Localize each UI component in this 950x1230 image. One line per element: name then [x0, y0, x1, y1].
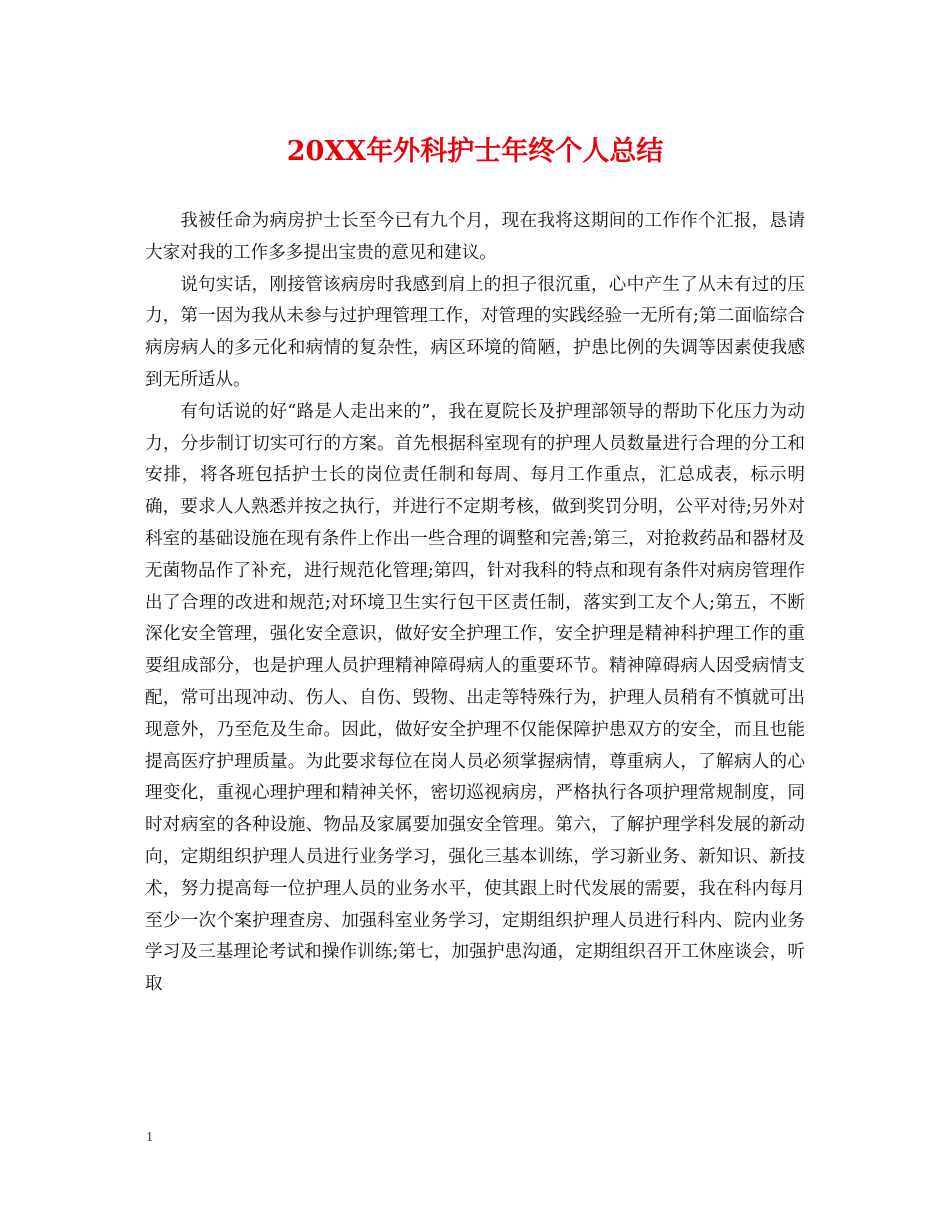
document-body: [145, 206, 805, 1001]
document-title: 20XX年外科护士年终个人总结: [286, 136, 664, 167]
paragraph-3: 有句话说的好“路是人走出来的”，我在夏院长及护理部领导的帮助下化压力为动力，分步制订切实可行的方案。首先根据科室现有的护理人员数量进行合理的分工和安排，将各班包括护士长的岗位责任制和每周、每月工作重点，汇总成表，标示明确，要求人人熟悉并按之执行，并进行不定期考核，做到奖罚分明，公平对待;另外对科室的基础设施在现有条件上作出一些合理的调整和完善;第三，对抢救药品和器材及无菌物品作了补充，进行规范化管理;第四，针对我科的特点和现有条件对病房管理作出了合理的改进和规范;对环境卫生实行包干区责任制，落实到工友个人;第五，不断深化安全管理，强化安全意识，做好安全护理工作，安全护理是精神科护理工作的重要组成部分，也是护理人员护理精神障碍病人的重要环节。精神障碍病人因受病情支配，常可出现冲动、伤人、自伤、毁物、出走等特殊行为，护理人员稍有不慎就可出现意外，乃至危及生命。因此，做好安全护理不仅能保障护患双方的安全，而且也能提高医疗护理质量。为此要求每位在岗人员必须掌握病情，尊重病人，了解病人的心理变化，重视心理护理和精神关怀，密切巡视病房，严格执行各项护理常规制度，同时对病室的各种设施、物品及家属要加强安全管理。第六，了解护理学科发展的新动向，定期组织护理人员进行业务学习，强化三基本训练，学习新业务、新知识、新技术，努力提高每一位护理人员的业务水平，使其跟上时代发展的需要，我在科内每月至少一次个案护理查房、加强科室业务学习，定期组织护理人员进行科内、院内业务学习及三基理论考试和操作训练;第七，加强护患沟通，定期组织召开工休座谈会，听取: [145, 401, 805, 995]
paragraph-2: 说句实话，刚接管该病房时我感到肩上的担子很沉重，心中产生了从未有过的压力，第一因为我从未参与过护理管理工作，对管理的实践经验一无所有;第二面临综合病房病人的多元化和病情的复杂性，病区环境的简陋，护患比例的失调等因素使我感到无所适从。: [145, 274, 805, 390]
page-number: 1: [146, 1130, 153, 1145]
paragraph-1: 我被任命为病房护士长至今已有九个月，现在我将这期间的工作作个汇报，恳请大家对我的工作多多提出宝贵的意见和建议。: [145, 211, 805, 263]
